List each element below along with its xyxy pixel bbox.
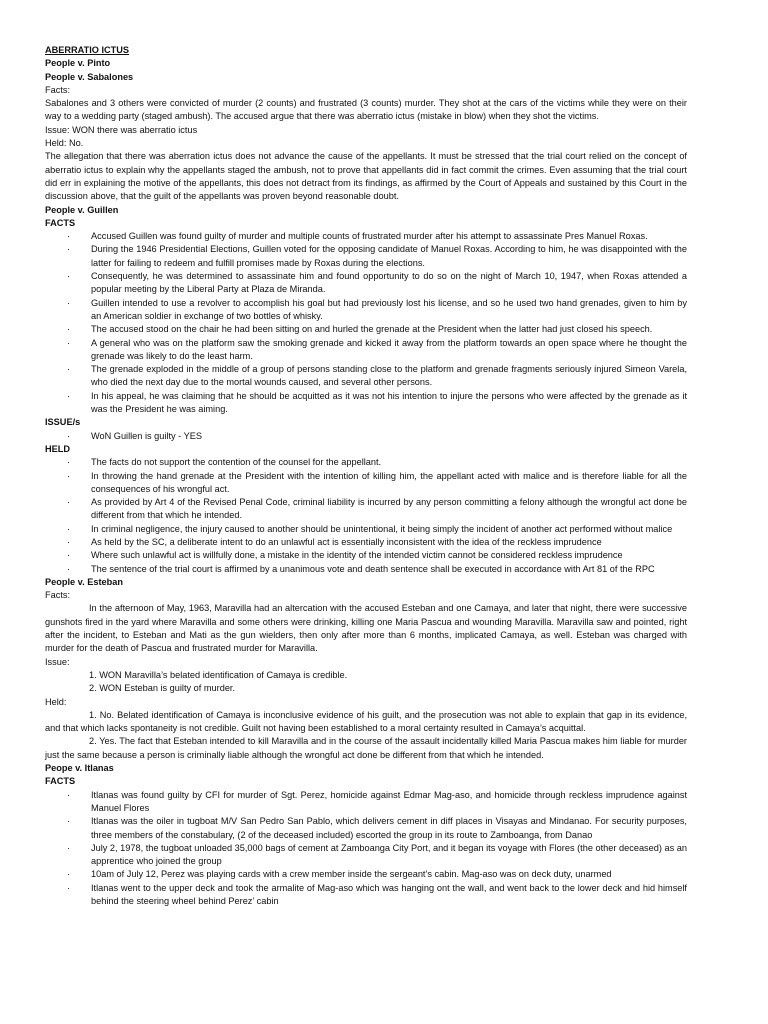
held-label: Held: <box>45 696 67 707</box>
bullet-mark: · <box>67 842 71 853</box>
bullet-item <box>45 882 687 909</box>
issue-item: 1. WON Maravilla’s belated identification of Camaya is credible. <box>89 669 348 680</box>
bullet-mark: · <box>67 869 71 880</box>
bullet-item <box>45 363 687 390</box>
bullet-text: A general who was on the platform saw the smoking grenade and kicked it away from the platform towards an open space where he thought the grenade was likely to do the least harm. <box>91 337 687 361</box>
bullet-item <box>45 496 687 523</box>
bullet-text: The sentence of the trial court is affirmed by a unanimous vote and death sentence shall be executed in accordance with Art 81 of the RPC <box>91 563 655 574</box>
bullet-text: WoN Guillen is guilty - YES <box>91 430 202 441</box>
bullet-mark: · <box>67 497 71 508</box>
bullet-item <box>45 868 687 881</box>
bullet-mark: · <box>67 364 71 375</box>
document-page <box>45 44 687 908</box>
bullet-item <box>45 270 687 297</box>
case-heading-sabalones: People v. Sabalones <box>45 71 134 82</box>
bullet-mark: · <box>67 231 71 242</box>
bullet-item <box>45 390 687 417</box>
bullet-item <box>45 337 687 364</box>
bullet-text: Where such unlawful act is willfully done, a mistake in the identity of the intended victim cannot be considered reckless imprudence <box>91 550 623 561</box>
issue-line: Issue: WON there was aberratio ictus <box>45 124 198 135</box>
facts-label: Facts: <box>45 590 71 601</box>
bullet-mark: · <box>67 536 71 547</box>
case-heading-guillen: People v. Guillen <box>45 204 119 215</box>
bullet-mark: · <box>67 550 71 561</box>
bullet-text: Consequently, he was determined to assassinate him and found opportunity to do so on the night of March 10, 1947, when Roxas attended a popular meeting by the Liberal Party at Plaza de Miranda. <box>91 271 687 295</box>
bullet-text: The accused stood on the chair he had been sitting on and hurled the grenade at the President when the latter had just closed his speech. <box>91 324 653 335</box>
bullet-text: In criminal negligence, the injury caused to another should be unintentional, it being simply the incident of another act performed without malice <box>91 523 673 534</box>
facts-paragraph: In the afternoon of May, 1963, Maravilla had an altercation with the accused Esteban and one Camaya, and later that night, there were successive gunshots fired in the yard where Maravilla and some others were drinking, killing one Maria Pascua and wounding Maravilla. Maravilla saw and pointed, right after the incident, to Esteban and Mati as the gun wielders, then only after more than 6 months, implicated Camaya, as well. Esteban was charged with murder for the death of Pascua and frustrated murder for Maravilla. <box>45 603 687 654</box>
bullet-mark: · <box>67 244 71 255</box>
bullet-item <box>45 456 687 469</box>
bullet-text: July 2, 1978, the tugboat unloaded 35,000 bags of cement at Zamboanga City Port, and it began its voyage with Flores (the other deceased) as an apprentice who joined the group <box>91 842 687 867</box>
document-title: ABERRATIO ICTUS <box>45 45 130 55</box>
bullet-item <box>45 563 687 576</box>
bullet-text: The grenade exploded in the middle of a group of persons standing close to the platform and grenade fragments seriously injured Simeon Varela, who died the next day due to the mortal wounds caused, and several other persons. <box>91 364 687 388</box>
bullet-item <box>45 815 687 842</box>
bullet-mark: · <box>67 563 71 574</box>
bullet-text: Accused Guillen was found guilty of murder and multiple counts of frustrated murder after his attempt to assassinate Pres Manuel Roxas. <box>91 231 648 242</box>
bullet-text: Itlanas went to the upper deck and took the armalite of Mag-aso which was hanging ont the wall, and went back to the lower deck and hid himself behind the steering wheel behind Perez’ cabin <box>91 882 687 906</box>
bullet-item <box>45 323 687 336</box>
bullet-text: Itlanas was found guilty by CFI for murder of Sgt. Perez, homicide against Edmar Mag-aso, and homicide through reckless imprudence against Manuel Flores <box>91 789 687 813</box>
bullet-item <box>45 470 687 497</box>
facts-label: Facts: <box>45 84 71 95</box>
bullet-item <box>45 549 687 562</box>
issue-label: Issue: <box>45 656 70 667</box>
guillen-issues-list <box>45 430 687 443</box>
bullet-mark: · <box>67 816 71 827</box>
bullet-item <box>45 523 687 536</box>
bullet-text: As held by the SC, a deliberate intent to do an unlawful act is essentially inconsistent with the idea of the reckless imprudence <box>91 536 602 547</box>
bullet-mark: · <box>67 789 71 800</box>
bullet-mark: · <box>67 430 71 441</box>
bullet-item <box>45 230 687 243</box>
bullet-text: During the 1946 Presidential Elections, Guillen voted for the opposing candidate of Manuel Roxas. According to him, he was disappointed with the latter for failing to redeem and fulfill promises made by Roxas during the elections. <box>91 244 687 268</box>
bullet-item <box>45 842 687 869</box>
held-label: Held: No. <box>45 138 84 149</box>
bullet-mark: · <box>67 390 71 401</box>
case-heading-esteban: People v. Esteban <box>45 576 123 587</box>
bullet-text: In throwing the hand grenade at the President with the intention of killing him, the appellant acted with malice and is therefore liable for all the consequences of his wrongful act. <box>91 470 687 494</box>
issue-item: 2. WON Esteban is guilty of murder. <box>89 683 236 694</box>
facts-label: FACTS <box>45 776 76 787</box>
case-heading-itlanas: Peope v. Itlanas <box>45 763 114 774</box>
bullet-mark: · <box>67 470 71 481</box>
held-item: 1. No. Belated identification of Camaya is inconclusive evidence of his guilt, and the prosecution was not able to explain that gap in its evidence, and that which lacks spontaneity is not credible. Guilt not having been established to a moral certainty resulted in Camaya’s acquittal. <box>45 709 687 734</box>
facts-label: FACTS <box>45 217 76 228</box>
bullet-mark: · <box>67 523 71 534</box>
bullet-item <box>45 430 687 443</box>
bullet-text: Guillen intended to use a revolver to accomplish his goal but had previously lost his license, and so he used two hand grenades, given to him by an American soldier in exchange of two bottles of whisky. <box>91 297 687 321</box>
bullet-text: 10am of July 12, Perez was playing cards with a crew member inside the sergeant’s cabin. Mag-aso was on deck duty, unarmed <box>91 869 612 880</box>
guillen-held-list <box>45 456 687 576</box>
bullet-mark: · <box>67 457 71 468</box>
held-paragraph: The allegation that there was aberration ictus does not advance the cause of the appellants. It must be stressed that the trial court relied on the concept of aberratio ictus to explain why the appellants staged the ambush, not to prove that appellants did in fact commit the crimes. Even assuming that the trial court did err in explaining the motive of the appellants, this does not detract from its findings, as affirmed by the Court of Appeals and sustained by this Court in the discussion above, that the guilt of the appellants was proven beyond reasonable doubt. <box>45 151 687 202</box>
bullet-mark: · <box>67 324 71 335</box>
bullet-mark: · <box>67 297 71 308</box>
held-label: HELD <box>45 443 71 454</box>
held-item: 2. Yes. The fact that Esteban intended to kill Maravilla and in the course of the assault incidentally killed Maria Pascua makes him liable for murder just the same because a person is criminally liable although the wrongful act done be different from that which he intended. <box>45 736 687 760</box>
bullet-text: In his appeal, he was claiming that he should be acquitted as it was not his intention to injure the persons who were affected by the grenade as it was the President he was aiming. <box>91 390 687 415</box>
bullet-text: Itlanas was the oiler in tugboat M/V San Pedro San Pablo, which delivers cement in diff places in Visayas and Mindanao. For security purposes, three members of the constabulary, (2 of the deceased included) escorted the group in its route to Zamboanga, from Danao <box>91 816 687 840</box>
guillen-facts-list <box>45 230 687 416</box>
bullet-mark: · <box>67 337 71 348</box>
case-heading-pinto: People v. Pinto <box>45 58 111 69</box>
bullet-item <box>45 297 687 324</box>
bullet-mark: · <box>67 271 71 282</box>
bullet-mark: · <box>67 882 71 893</box>
bullet-item <box>45 243 687 270</box>
bullet-item <box>45 789 687 816</box>
facts-paragraph: Sabalones and 3 others were convicted of murder (2 counts) and frustrated (3 counts) murder. They shot at the cars of the victims while they were on their way to a wedding party (staged ambush). The accused argue that there was aberratio ictus (mistake in blow) when they shot the victims. <box>45 98 687 122</box>
bullet-text: The facts do not support the contention of the counsel for the appellant. <box>91 457 382 468</box>
bullet-text: As provided by Art 4 of the Revised Penal Code, criminal liability is incurred by any person committing a felony although the wrongful act done be different from that which he intended. <box>91 497 687 521</box>
issues-label: ISSUE/s <box>45 417 81 428</box>
itlanas-facts-list <box>45 789 687 909</box>
bullet-item <box>45 536 687 549</box>
